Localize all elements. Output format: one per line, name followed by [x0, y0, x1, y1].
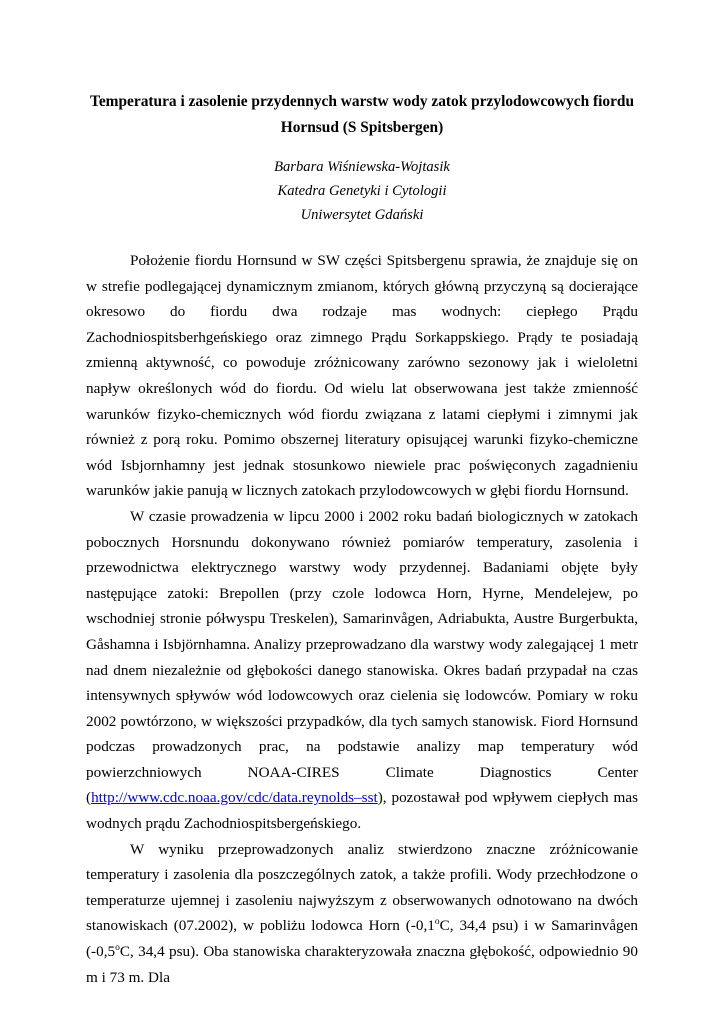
paragraph-2: [86, 504, 638, 837]
paragraph-2-text-b: ), pozostawał pod wpływem ciepłych mas wodnych prądu Zachodniospitsbergeńskiego.: [86, 789, 638, 833]
paragraph-3-text-a: W wyniku przeprowadzonych analiz stwierdzono znaczne zróżnicowanie temperatury i zasolenia dla poszczególnych zatok, a także profili. Wody przechłodzone o temperaturze ujemnej i zasoleniu najwyższym z obserwowanych odnotowano na dwóch stanowiskach (07.2002), w pobliżu lodowca Horn (-0,1: [86, 840, 638, 935]
title-line-1: Temperatura i zasolenie przydennych warstw wody zatok przylodowcowych fiordu: [89, 93, 635, 110]
degree-superscript-2: o: [115, 943, 120, 954]
paragraph-3: [86, 837, 638, 991]
noaa-link[interactable]: http://www.cdc.noaa.gov/cdc/data.reynolds–sst: [91, 789, 378, 807]
degree-superscript-1: o: [434, 917, 440, 928]
author-university: Uniwersytet Gdański: [300, 207, 424, 223]
paragraph-2-text-a: W czasie prowadzenia w lipcu 2000 i 2002 roku badań biologicznych w zatokach pobocznych Horsnundu dokonywano również pomiarów temperatury, zasolenia i przewodnictwa elektrycznego warstwy wody przydennej. Badaniami objęte były następujące zatoki: Brepollen (przy czole lodowca Horn, Hyrne, Mendelejew, po wschodniej stronie półwyspu Treskelen), Samarinvågen, Adriabukta, Austre Burgerbukta, Gåshamna i Isbjörnhamna. Analizy przeprowadzano dla warstwy wody zalegającej 1 metr nad dnem niezależnie od głębokości danego stanowiska. Okres badań przypadał na czas intensywnych spływów wód lodowcowych oraz cielenia się lodowców. Pomiary w roku 2002 powtórzono, w większości przypadków, dla tych samych stanowisk. Fiord Hornsund podczas prowadzonych prac, na podstawie analizy map temperatury wód powierzchniowych NOAA-CIRES Climate Diagnostics Center (: [86, 507, 638, 807]
author-name: Barbara Wiśniewska-Wojtasik: [274, 159, 450, 175]
author-block: [86, 155, 638, 227]
author-department: Katedra Genetyki i Cytologii: [277, 183, 447, 199]
paper-title: [86, 89, 638, 141]
body-text: [86, 248, 638, 990]
paragraph-3-text-c: C, 34,4 psu). Oba stanowiska charakteryzowała znaczna głębokość, odpowiednio 90 m i 73 m. Dla: [86, 943, 638, 986]
paragraph-1: Położenie fiordu Hornsund w SW części Spitsbergenu sprawia, że znajduje się on w strefie podlegającej dynamicznym zmianom, których główną przyczyną są docierające okresowo do fiordu dwa rodzaje mas wodnych: ciepłego Prądu Zachodniospitsberhgeńskiego oraz zimnego Prądu Sorkappskiego. Prądy te posiadają zmienną aktywność, co powoduje zróżnicowany zarówno sezonowy jak i wieloletni napływ określonych wód do fiordu. Od wielu lat obserwowana jest także zmienność warunków fizyko-chemicznych wód fiordu związana z latami ciepłymi i zimnymi jak również z porą roku. Pomimo obszernej literatury opisującej warunki fizyko-chemiczne wód Isbjornhamny jest jednak stosunkowo niewiele prac poświęconych zagadnieniu warunków jakie panują w licznych zatokach przylodowcowych w głębi fiordu Hornsund.: [86, 252, 638, 500]
paragraph-3-text-b: C, 34,4 psu) i w Samarinvågen (-0,5: [86, 917, 638, 961]
title-line-2: Hornsud (S Spitsbergen): [280, 119, 444, 136]
